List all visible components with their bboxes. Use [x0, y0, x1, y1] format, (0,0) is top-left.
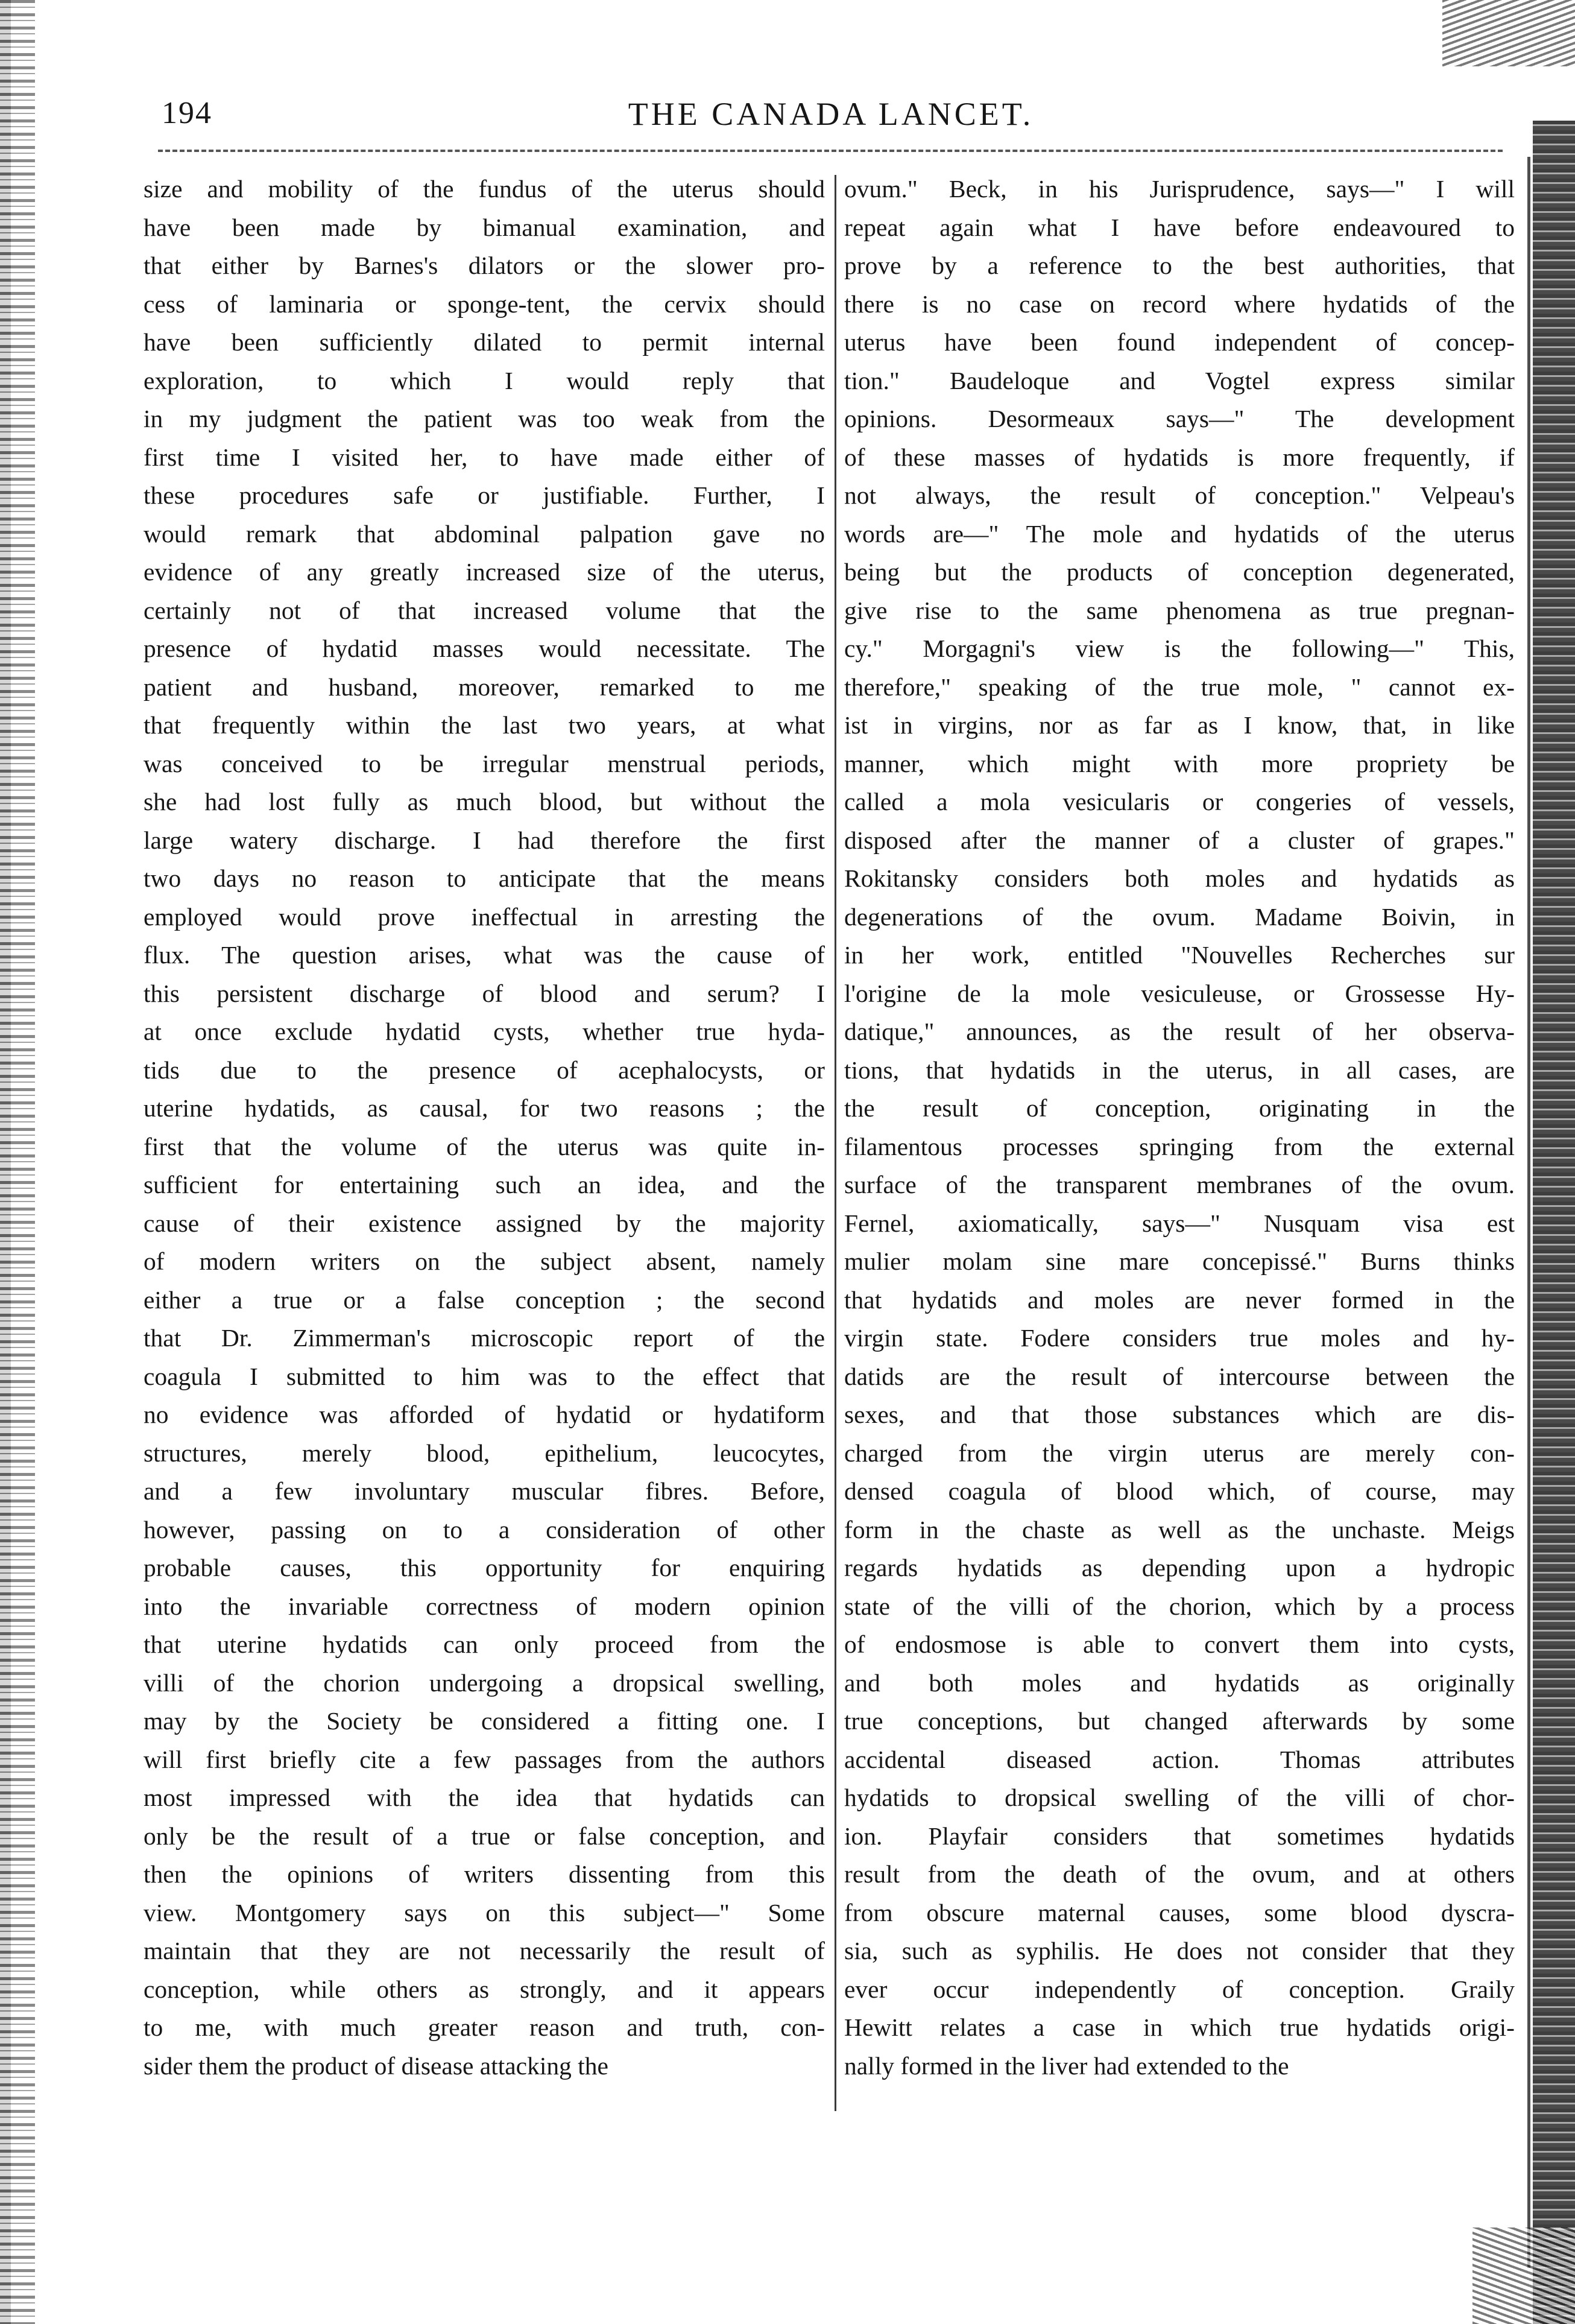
- text-line: most impressed with the idea that hydatids can: [144, 1784, 825, 1811]
- text-line: words are—" The mole and hydatids of the uterus: [844, 519, 1515, 548]
- text-line: sider them the product of disease attacking the: [144, 2051, 608, 2080]
- text-line: flux. The question arises, what was the cause of: [144, 941, 825, 969]
- text-line: repeat again what I have before endeavoured to: [844, 213, 1515, 241]
- text-line: datids are the result of intercourse between the: [844, 1362, 1515, 1390]
- text-line: cess of laminaria or sponge-tent, the cervix should: [144, 290, 825, 318]
- text-line: not always, the result of conception." Velpeau's: [844, 481, 1515, 509]
- text-line: may by the Society be considered a fitting one. I: [144, 1707, 825, 1735]
- text-line: first that the volume of the uterus was quite in-: [144, 1132, 825, 1160]
- scan-edge-bottom-right: [1472, 2227, 1575, 2324]
- text-line: have been sufficiently dilated to permit internal: [144, 328, 825, 356]
- text-line: called a mola vesicularis or congeries of vessels,: [844, 788, 1515, 815]
- text-line: will first briefly cite a few passages from the authors: [144, 1745, 825, 1773]
- text-line: surface of the transparent membranes of the ovum.: [844, 1171, 1515, 1198]
- text-line: in her work, entitled "Nouvelles Recherches sur: [844, 941, 1515, 969]
- text-line: sufficient for entertaining such an idea, and the: [144, 1171, 825, 1198]
- text-line: large watery discharge. I had therefore the first: [144, 826, 825, 854]
- scan-edge-right: [1533, 121, 1575, 2324]
- text-line: two days no reason to anticipate that the means: [144, 864, 825, 892]
- right-column: [844, 170, 1515, 2085]
- text-line: of these masses of hydatids is more frequently, if: [844, 443, 1515, 471]
- text-line: that Dr. Zimmerman's microscopic report of the: [144, 1324, 825, 1352]
- text-line: tions, that hydatids in the uterus, in all cases, are: [844, 1056, 1515, 1084]
- text-line: charged from the virgin uterus are merely con-: [844, 1439, 1515, 1467]
- text-line: from obscure maternal causes, some blood dyscra-: [844, 1898, 1515, 1927]
- text-line: cause of their existence assigned by the majority: [144, 1209, 825, 1237]
- text-line: disposed after the manner of a cluster of grapes.": [844, 826, 1515, 854]
- header-rule: [158, 150, 1503, 152]
- text-line: and a few involuntary muscular fibres. Before,: [144, 1477, 825, 1505]
- text-line: presence of hydatid masses would necessitate. The: [144, 635, 825, 662]
- text-line: form in the chaste as well as the unchaste. Meigs: [844, 1515, 1515, 1544]
- text-line: was conceived to be irregular menstrual periods,: [144, 749, 825, 777]
- text-line: regards hydatids as depending upon a hydropic: [844, 1554, 1515, 1582]
- journal-title: THE CANADA LANCET.: [628, 96, 1034, 132]
- page-header: [162, 95, 1500, 144]
- text-line: give rise to the same phenomena as true pregnan-: [844, 596, 1515, 624]
- text-line: sia, such as syphilis. He does not consider that they: [844, 1937, 1515, 1965]
- text-line: then the opinions of writers dissenting from this: [144, 1860, 825, 1888]
- text-line: that hydatids and moles are never formed in the: [844, 1285, 1515, 1314]
- text-line: of endosmose is able to convert them into cysts,: [844, 1630, 1515, 1658]
- text-line: certainly not of that increased volume that the: [144, 596, 825, 624]
- text-line: ist in virgins, nor as far as I know, that, in like: [844, 711, 1515, 739]
- text-line: only be the result of a true or false conception, and: [144, 1822, 825, 1850]
- page-number: 194: [162, 96, 212, 130]
- text-line: no evidence was afforded of hydatid or hydatiform: [144, 1401, 825, 1428]
- text-line: state of the villi of the chorion, which by a process: [844, 1592, 1515, 1620]
- text-line: first time I visited her, to have made either of: [144, 443, 825, 471]
- text-line: however, passing on to a consideration of other: [144, 1515, 825, 1544]
- text-line: sexes, and that those substances which are dis-: [844, 1401, 1515, 1428]
- column-divider: [835, 175, 836, 2111]
- text-line: Fernel, axiomatically, says—" Nusquam visa est: [844, 1209, 1515, 1237]
- text-line: in my judgment the patient was too weak from the: [144, 405, 825, 432]
- text-line: uterine hydatids, as causal, for two reasons ; the: [144, 1094, 825, 1122]
- text-line: that either by Barnes's dilators or the slower pro-: [144, 252, 825, 279]
- text-line: Rokitansky considers both moles and hydatids as: [844, 864, 1515, 892]
- left-column: [144, 170, 825, 2085]
- text-line: result from the death of the ovum, and at others: [844, 1860, 1515, 1888]
- text-line: this persistent discharge of blood and serum? I: [144, 979, 825, 1007]
- text-line: accidental diseased action. Thomas attributes: [844, 1745, 1515, 1773]
- text-line: have been made by bimanual examination, and: [144, 213, 825, 241]
- text-line: densed coagula of blood which, of course, may: [844, 1477, 1515, 1505]
- text-line: hydatids to dropsical swelling of the villi of chor-: [844, 1784, 1515, 1811]
- text-line: maintain that they are not necessarily the result of: [144, 1937, 825, 1965]
- text-line: the result of conception, originating in the: [844, 1094, 1515, 1122]
- text-line: employed would prove ineffectual in arresting the: [144, 902, 825, 931]
- text-line: villi of the chorion undergoing a dropsical swelling,: [144, 1668, 825, 1697]
- text-line: cy." Morgagni's view is the following—" This,: [844, 635, 1515, 662]
- text-line: being but the products of conception degenerated,: [844, 558, 1515, 586]
- text-line: degenerations of the ovum. Madame Boivin, in: [844, 902, 1515, 931]
- text-line: exploration, to which I would reply that: [144, 366, 825, 394]
- text-line: size and mobility of the fundus of the uterus should: [144, 175, 825, 203]
- text-line: evidence of any greatly increased size of the uterus,: [144, 558, 825, 586]
- text-line: that frequently within the last two years, at what: [144, 711, 825, 739]
- text-line: virgin state. Fodere considers true moles and hy-: [844, 1324, 1515, 1352]
- text-line: into the invariable correctness of modern opinion: [144, 1592, 825, 1620]
- text-line: tion." Baudeloque and Vogtel express similar: [844, 366, 1515, 394]
- text-line: Hewitt relates a case in which true hydatids origi-: [844, 2013, 1515, 2041]
- text-line: coagula I submitted to him was to the effect that: [144, 1362, 825, 1390]
- text-line: manner, which might with more propriety be: [844, 749, 1515, 777]
- scan-edge-right-rule: [1527, 157, 1530, 2268]
- scan-edge-top-right: [1442, 0, 1575, 66]
- text-line: and both moles and hydatids as originally: [844, 1668, 1515, 1697]
- text-line: she had lost fully as much blood, but without the: [144, 788, 825, 815]
- text-line: true conceptions, but changed afterwards by some: [844, 1707, 1515, 1735]
- text-line: tids due to the presence of acephalocysts, or: [144, 1056, 825, 1084]
- text-line: there is no case on record where hydatids of the: [844, 290, 1515, 318]
- text-line: patient and husband, moreover, remarked to me: [144, 673, 825, 701]
- text-line: uterus have been found independent of concep-: [844, 328, 1515, 356]
- text-line: structures, merely blood, epithelium, leucocytes,: [144, 1439, 825, 1467]
- text-line: at once exclude hydatid cysts, whether true hyda-: [144, 1018, 825, 1045]
- text-line: filamentous processes springing from the external: [844, 1132, 1515, 1160]
- text-line: either a true or a false conception ; the second: [144, 1285, 825, 1314]
- scan-edge-left: [0, 0, 35, 2324]
- text-line: prove by a reference to the best authorities, that: [844, 252, 1515, 279]
- text-line: l'origine de la mole vesiculeuse, or Grossesse Hy-: [844, 979, 1515, 1007]
- text-line: datique," announces, as the result of her observa-: [844, 1018, 1515, 1045]
- text-line: therefore," speaking of the true mole, " cannot ex-: [844, 673, 1515, 701]
- text-line: nally formed in the liver had extended to the: [844, 2051, 1289, 2080]
- text-line: ovum." Beck, in his Jurisprudence, says—" I will: [844, 175, 1515, 203]
- text-line: would remark that abdominal palpation gave no: [144, 519, 825, 548]
- text-line: ion. Playfair considers that sometimes hydatids: [844, 1822, 1515, 1850]
- text-line: mulier molam sine mare concepissé." Burns thinks: [844, 1247, 1515, 1275]
- text-line: view. Montgomery says on this subject—" Some: [144, 1898, 825, 1927]
- text-line: these procedures safe or justifiable. Further, I: [144, 481, 825, 509]
- text-line: to me, with much greater reason and truth, con-: [144, 2013, 825, 2041]
- text-line: opinions. Desormeaux says—" The development: [844, 405, 1515, 432]
- text-line: of modern writers on the subject absent, namely: [144, 1247, 825, 1275]
- text-line: probable causes, this opportunity for enquiring: [144, 1554, 825, 1582]
- text-line: ever occur independently of conception. Graily: [844, 1975, 1515, 2003]
- text-line: conception, while others as strongly, and it appears: [144, 1975, 825, 2003]
- text-line: that uterine hydatids can only proceed from the: [144, 1630, 825, 1658]
